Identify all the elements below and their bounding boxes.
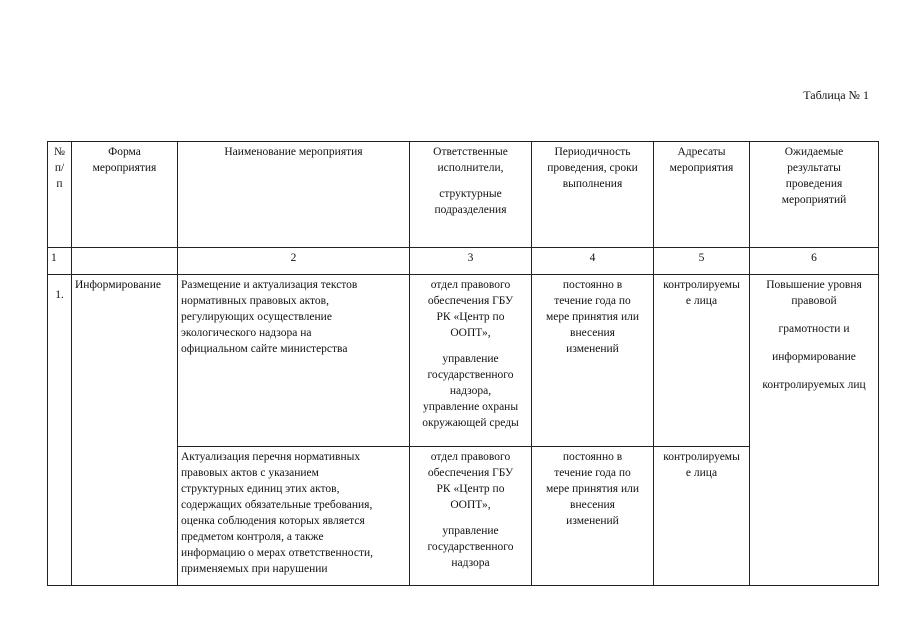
column-number-1: 1 <box>48 248 72 275</box>
event-name: Актуализация перечня нормативных правовых актов с указанием структурных единиц этих актов, содержащих обязательные требования, оценка соблюдения которых является предметом контроля, а также информацию о мерах ответственности, применяемых при нарушении <box>178 447 410 586</box>
event-period: постоянно в течение года по мере принятия или внесения изменений <box>532 447 654 586</box>
column-number-6: 6 <box>750 248 879 275</box>
column-number-4: 4 <box>532 248 654 275</box>
event-period: постоянно в течение года по мере принятия или внесения изменений <box>532 275 654 447</box>
event-form: Информирование <box>72 275 178 586</box>
column-number-3: 3 <box>410 248 532 275</box>
column-number-blank <box>72 248 178 275</box>
header-results: Ожидаемые результаты проведения мероприятий <box>750 142 879 248</box>
column-number-row <box>48 248 879 275</box>
column-number-5: 5 <box>654 248 750 275</box>
event-addressees: контролируемы е лица <box>654 447 750 586</box>
column-number-2: 2 <box>178 248 410 275</box>
event-addressees: контролируемы е лица <box>654 275 750 447</box>
table-row <box>48 275 879 447</box>
header-responsible: Ответственные исполнители, структурные подразделения <box>410 142 532 248</box>
event-responsible: отдел правового обеспечения ГБУ РК «Центр по ООПТ», управление государственного надзора, управление охраны окружающей среды <box>410 275 532 447</box>
header-addressees: Адресаты мероприятия <box>654 142 750 248</box>
header-num: № п/ п <box>48 142 72 248</box>
event-responsible: отдел правового обеспечения ГБУ РК «Центр по ООПТ», управление государственного надзора <box>410 447 532 586</box>
event-results: Повышение уровня правовой грамотности и информирование контролируемых лиц <box>750 275 879 586</box>
row-number: 1. <box>48 275 72 586</box>
header-form: Форма мероприятия <box>72 142 178 248</box>
table-caption: Таблица № 1 <box>803 88 869 102</box>
event-name: Размещение и актуализация текстов нормативных правовых актов, регулирующих осуществление экологического надзора на официальном сайте министерства <box>178 275 410 447</box>
events-table <box>47 141 879 586</box>
header-name: Наименование мероприятия <box>178 142 410 248</box>
header-row <box>48 142 879 248</box>
header-period: Периодичность проведения, сроки выполнения <box>532 142 654 248</box>
